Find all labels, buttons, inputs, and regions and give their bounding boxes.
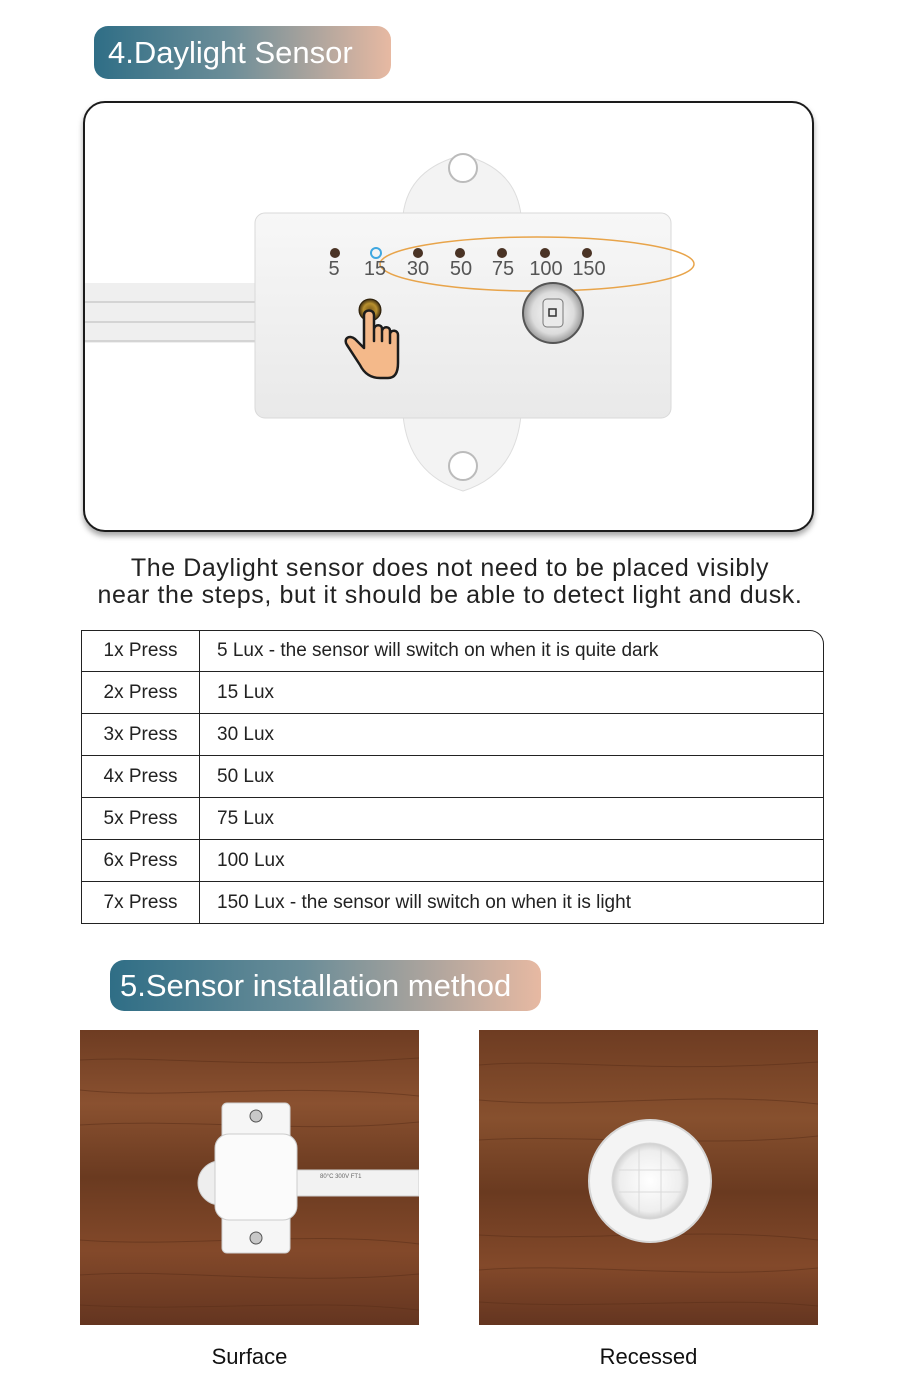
lux-value-cell: 75 Lux (200, 798, 824, 840)
press-count-cell: 6x Press (81, 840, 200, 882)
surface-label: Surface (211, 1344, 288, 1369)
scale-label: 75 (491, 258, 515, 280)
led-5 (330, 248, 340, 258)
pir-dome (612, 1143, 688, 1219)
scale-label: 100 (529, 258, 563, 280)
lux-value-cell: 30 Lux (200, 714, 824, 756)
placement-caption (0, 555, 900, 609)
press-count-cell: 1x Press (81, 630, 200, 672)
screw-top (250, 1110, 262, 1122)
mounting-clip-body (215, 1134, 297, 1220)
table-row (81, 672, 824, 714)
scale-label: 150 (572, 258, 606, 280)
section-heading-text: 4.Daylight Sensor (108, 35, 353, 70)
screw-hole-top (449, 154, 477, 182)
led-100 (540, 248, 550, 258)
scale-label: 5 (328, 258, 340, 280)
table-row (81, 798, 824, 840)
lux-value-cell: 15 Lux (200, 672, 824, 714)
table-row (81, 756, 824, 798)
scale-label: 50 (449, 258, 473, 280)
press-count-cell: 4x Press (81, 756, 200, 798)
scale-label: 15 (363, 258, 387, 280)
press-count-cell: 3x Press (81, 714, 200, 756)
recessed-label: Recessed (599, 1344, 698, 1369)
table-row (81, 630, 824, 672)
table-row (81, 882, 824, 924)
recessed-install-photo (479, 1030, 818, 1325)
light-sensor-lens (523, 283, 583, 343)
led-75 (497, 248, 507, 258)
scale-label: 30 (406, 258, 430, 280)
led-150 (582, 248, 592, 258)
section-heading-text: 5.Sensor installation method (120, 968, 512, 1003)
screw-hole-bottom (449, 452, 477, 480)
cable-print-text: 80°C 300V FT1 (320, 1174, 362, 1180)
table-row (81, 714, 824, 756)
surface-install-photo (80, 1030, 419, 1325)
lux-value-cell: 50 Lux (200, 756, 824, 798)
press-count-cell: 7x Press (81, 882, 200, 924)
sensor-body (255, 213, 671, 418)
lux-value-cell: 150 Lux - the sensor will switch on when it is light (200, 882, 824, 924)
press-count-cell: 2x Press (81, 672, 200, 714)
caption-line: near the steps, but it should be able to detect light and dusk. (97, 581, 803, 609)
section-heading-daylight-sensor (94, 26, 391, 79)
cable-bundle (85, 283, 260, 343)
lux-setting-table (81, 630, 824, 924)
lux-value-cell: 5 Lux - the sensor will switch on when it is quite dark (200, 630, 824, 672)
led-30 (413, 248, 423, 258)
lux-value-cell: 100 Lux (200, 840, 824, 882)
screw-bottom (250, 1232, 262, 1244)
caption-line: The Daylight sensor does not need to be placed visibly (130, 554, 770, 582)
led-50 (455, 248, 465, 258)
daylight-sensor-photo (83, 101, 814, 532)
table-row (81, 840, 824, 882)
press-count-cell: 5x Press (81, 798, 200, 840)
section-heading-installation (110, 960, 541, 1011)
